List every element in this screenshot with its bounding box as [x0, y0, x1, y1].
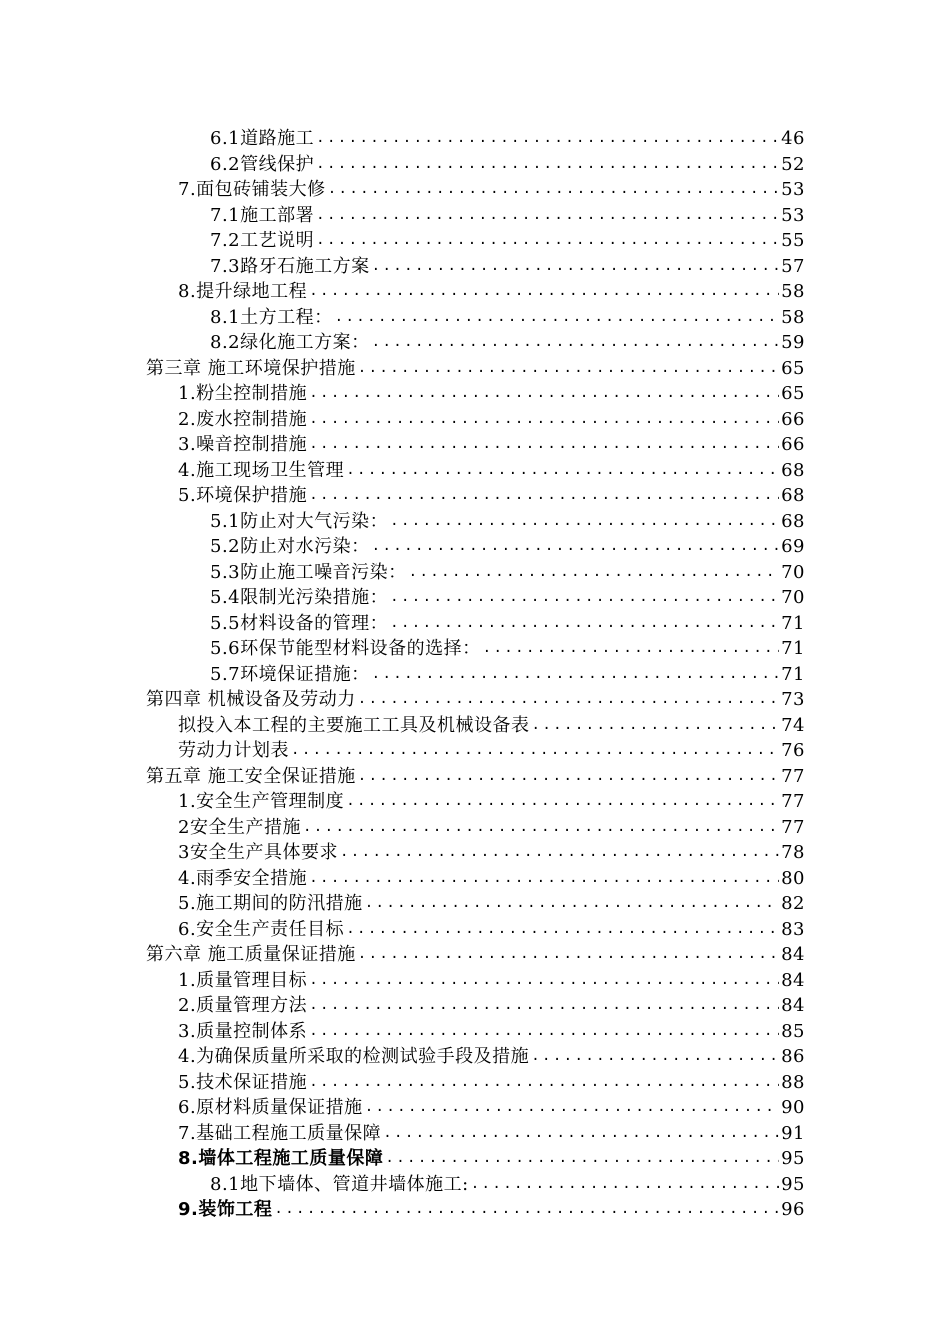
toc-entry[interactable] [0, 126, 950, 152]
toc-dot-leader [531, 1044, 779, 1070]
toc-entry-page-number: 77 [781, 791, 805, 812]
toc-entry-title: 6.安全生产责任目标 [178, 918, 345, 940]
toc-entry[interactable] [0, 585, 950, 611]
toc-entry[interactable] [0, 993, 950, 1019]
toc-entry-page-number: 53 [781, 204, 805, 226]
toc-entry-page-number: 82 [781, 893, 805, 914]
toc-dot-leader [316, 228, 779, 254]
toc-entry[interactable] [0, 764, 950, 790]
toc-entry[interactable] [0, 687, 950, 713]
toc-entry[interactable] [0, 483, 950, 509]
toc-entry-title: 5.4限制光污染措施： [210, 587, 389, 608]
toc-entry[interactable] [0, 738, 950, 764]
toc-entry[interactable] [0, 917, 950, 943]
toc-dot-leader [309, 279, 779, 305]
toc-entry-title: 5.技术保证措施 [178, 1071, 308, 1093]
toc-entry-page-number: 70 [781, 587, 805, 608]
toc-dot-leader [316, 152, 779, 178]
toc-entry-title: 5.2防止对水污染： [210, 536, 370, 557]
toc-dot-leader [274, 1197, 779, 1223]
toc-entry-title: 8.2绿化施工方案： [210, 332, 370, 353]
toc-entry[interactable] [0, 1044, 950, 1070]
toc-entry-page-number: 70 [781, 561, 805, 583]
toc-entry[interactable] [0, 1197, 950, 1223]
toc-dot-leader [309, 1070, 779, 1096]
toc-dot-leader [346, 917, 779, 943]
toc-dot-leader [335, 305, 779, 331]
toc-dot-leader [309, 993, 779, 1019]
toc-dot-leader [372, 254, 779, 280]
toc-entry-page-number: 68 [781, 459, 805, 481]
toc-entry[interactable] [0, 203, 950, 229]
toc-entry-title: 第四章 机械设备及劳动力 [146, 689, 356, 710]
toc-entry[interactable] [0, 713, 950, 739]
toc-dot-leader [358, 764, 779, 790]
toc-entry[interactable] [0, 611, 950, 637]
toc-entry-title: 2安全生产措施 [178, 816, 301, 838]
toc-dot-leader [390, 611, 779, 637]
toc-entry-title: 1.安全生产管理制度 [178, 791, 345, 812]
toc-entry-page-number: 74 [781, 714, 805, 736]
toc-entry-page-number: 77 [781, 765, 805, 787]
toc-entry-page-number: 76 [781, 740, 805, 761]
toc-entry-title: 劳动力计划表 [178, 740, 289, 761]
toc-entry-page-number: 55 [781, 230, 805, 251]
toc-entry-title: 5.7环境保证措施： [210, 663, 370, 685]
toc-dot-leader [340, 840, 779, 866]
toc-entry-title: 8.1地下墙体、管道井墙体施工: [210, 1173, 469, 1195]
toc-entry-page-number: 71 [781, 638, 805, 659]
toc-entry-page-number: 58 [781, 281, 805, 302]
toc-entry-title: 3.质量控制体系 [178, 1020, 308, 1042]
toc-entry[interactable] [0, 228, 950, 254]
toc-dot-leader [372, 330, 779, 356]
toc-entry-title: 8.1土方工程： [210, 306, 333, 328]
toc-entry-title: 1.质量管理目标 [178, 969, 308, 991]
toc-entry-page-number: 65 [781, 357, 805, 379]
toc-entry[interactable] [0, 1019, 950, 1045]
toc-entry-title: 5.环境保护措施 [178, 485, 308, 506]
toc-dot-leader [309, 968, 779, 994]
toc-entry-title: 8.墙体工程施工质量保障 [178, 1148, 384, 1169]
toc-entry-title: 3安全生产具体要求 [178, 842, 338, 863]
toc-entry-title: 7.基础工程施工质量保障 [178, 1122, 382, 1144]
toc-dot-leader [385, 1146, 779, 1172]
toc-entry-page-number: 91 [781, 1122, 805, 1144]
toc-entry-page-number: 66 [781, 434, 805, 455]
toc-entry[interactable] [0, 305, 950, 331]
toc-entry-title: 第三章 施工环境保护措施 [146, 357, 356, 379]
toc-entry-page-number: 59 [781, 332, 805, 353]
toc-entry[interactable] [0, 330, 950, 356]
toc-entry-page-number: 69 [781, 536, 805, 557]
toc-dot-leader [390, 509, 779, 535]
toc-entry-page-number: 88 [781, 1071, 805, 1093]
toc-entry-title: 6.1道路施工 [210, 128, 315, 149]
toc-entry-title: 5.5材料设备的管理： [210, 612, 389, 634]
toc-entry-page-number: 68 [781, 510, 805, 532]
toc-entry-title: 第五章 施工安全保证措施 [146, 765, 356, 787]
toc-entry-page-number: 77 [781, 816, 805, 838]
toc-entry-page-number: 53 [781, 179, 805, 200]
toc-entry-page-number: 86 [781, 1046, 805, 1067]
toc-entry-title: 7.1施工部署 [210, 204, 315, 226]
toc-entry-title: 4.为确保质量所采取的检测试验手段及措施 [178, 1046, 530, 1067]
toc-dot-leader [358, 687, 779, 713]
toc-dot-leader [471, 1172, 779, 1198]
toc-entry-page-number: 78 [781, 842, 805, 863]
toc-dot-leader [372, 534, 779, 560]
toc-entry-title: 5.1防止对大气污染： [210, 510, 389, 532]
toc-dot-leader [346, 458, 779, 484]
toc-dot-leader [309, 432, 779, 458]
toc-dot-leader [309, 1019, 779, 1045]
toc-entry[interactable] [0, 942, 950, 968]
toc-entry[interactable] [0, 968, 950, 994]
toc-entry[interactable] [0, 152, 950, 178]
toc-entry-title: 5.施工期间的防汛措施 [178, 893, 363, 914]
toc-entry-page-number: 80 [781, 867, 805, 889]
toc-entry[interactable] [0, 662, 950, 688]
toc-dot-leader [291, 738, 779, 764]
toc-dot-leader [309, 407, 779, 433]
toc-entry[interactable] [0, 534, 950, 560]
toc-entry[interactable] [0, 458, 950, 484]
toc-entry[interactable] [0, 1070, 950, 1096]
toc-entry[interactable] [0, 789, 950, 815]
toc-entry-title: 4.雨季安全措施 [178, 867, 308, 889]
toc-entry-page-number: 71 [781, 612, 805, 634]
toc-entry[interactable] [0, 866, 950, 892]
toc-dot-leader [328, 177, 779, 203]
toc-entry[interactable] [0, 815, 950, 841]
toc-entry-page-number: 71 [781, 663, 805, 685]
toc-dot-leader [309, 866, 779, 892]
toc-entry-title: 5.3防止施工噪音污染： [210, 561, 407, 583]
toc-entry-page-number: 84 [781, 969, 805, 991]
toc-dot-leader [316, 126, 779, 152]
toc-entry[interactable] [0, 1095, 950, 1121]
toc-entry-title: 2.废水控制措施 [178, 408, 308, 430]
toc-entry-page-number: 57 [781, 255, 805, 277]
toc-entry[interactable] [0, 432, 950, 458]
toc-entry-page-number: 83 [781, 918, 805, 940]
toc-entry-page-number: 66 [781, 408, 805, 430]
toc-entry-page-number: 90 [781, 1097, 805, 1118]
toc-entry-page-number: 46 [781, 128, 805, 149]
toc-entry-title: 5.6环保节能型材料设备的选择： [210, 638, 481, 659]
toc-entry[interactable] [0, 840, 950, 866]
toc-entry[interactable] [0, 509, 950, 535]
toc-entry-page-number: 65 [781, 383, 805, 404]
toc-dot-leader [372, 662, 779, 688]
toc-entry-page-number: 58 [781, 306, 805, 328]
toc-entry-page-number: 73 [781, 689, 805, 710]
toc-entry[interactable] [0, 254, 950, 280]
toc-entry[interactable] [0, 560, 950, 586]
toc-entry-page-number: 52 [781, 153, 805, 175]
toc-entry-page-number: 96 [781, 1199, 805, 1220]
toc-entry-title: 拟投入本工程的主要施工工具及机械设备表 [178, 714, 530, 736]
toc-dot-leader [409, 560, 779, 586]
toc-entry-title: 4.施工现场卫生管理 [178, 459, 345, 481]
toc-dot-leader [483, 636, 779, 662]
toc-entry[interactable] [0, 407, 950, 433]
toc-entry-page-number: 95 [781, 1173, 805, 1195]
toc-entry-title: 7.2工艺说明 [210, 230, 315, 251]
toc-entry-title: 2.质量管理方法 [178, 995, 308, 1016]
toc-dot-leader [365, 1095, 779, 1121]
toc-entry-title: 6.原材料质量保证措施 [178, 1097, 363, 1118]
toc-dot-leader [383, 1121, 779, 1147]
toc-entry[interactable] [0, 891, 950, 917]
toc-dot-leader [390, 585, 779, 611]
toc-entry-title: 7.面包砖铺装大修 [178, 179, 326, 200]
toc-entry-title: 6.2管线保护 [210, 153, 315, 175]
toc-entry-page-number: 84 [781, 995, 805, 1016]
toc-entry-title: 8.提升绿地工程 [178, 281, 308, 302]
toc-entry-title: 3.噪音控制措施 [178, 434, 308, 455]
toc-entry-title: 7.3路牙石施工方案 [210, 255, 370, 277]
toc-dot-leader [309, 483, 779, 509]
toc-entry[interactable] [0, 279, 950, 305]
toc-dot-leader [532, 713, 780, 739]
toc-entry-page-number: 84 [781, 944, 805, 965]
toc-dot-leader [358, 356, 779, 382]
toc-dot-leader [316, 203, 779, 229]
toc-entry-title: 1.粉尘控制措施 [178, 383, 308, 404]
toc-entry[interactable] [0, 1121, 950, 1147]
toc-dot-leader [303, 815, 779, 841]
toc-entry[interactable] [0, 177, 950, 203]
toc-dot-leader [346, 789, 779, 815]
toc-entry[interactable] [0, 1146, 950, 1172]
table-of-contents [0, 126, 950, 1223]
toc-dot-leader [365, 891, 779, 917]
toc-entry-title: 9.装饰工程 [178, 1199, 273, 1220]
toc-entry-page-number: 85 [781, 1020, 805, 1042]
toc-entry[interactable] [0, 636, 950, 662]
toc-dot-leader [309, 381, 779, 407]
toc-entry[interactable] [0, 381, 950, 407]
toc-entry[interactable] [0, 1172, 950, 1198]
toc-entry[interactable] [0, 356, 950, 382]
toc-dot-leader [358, 942, 779, 968]
toc-entry-page-number: 95 [781, 1148, 805, 1169]
toc-entry-title: 第六章 施工质量保证措施 [146, 944, 356, 965]
toc-entry-page-number: 68 [781, 485, 805, 506]
